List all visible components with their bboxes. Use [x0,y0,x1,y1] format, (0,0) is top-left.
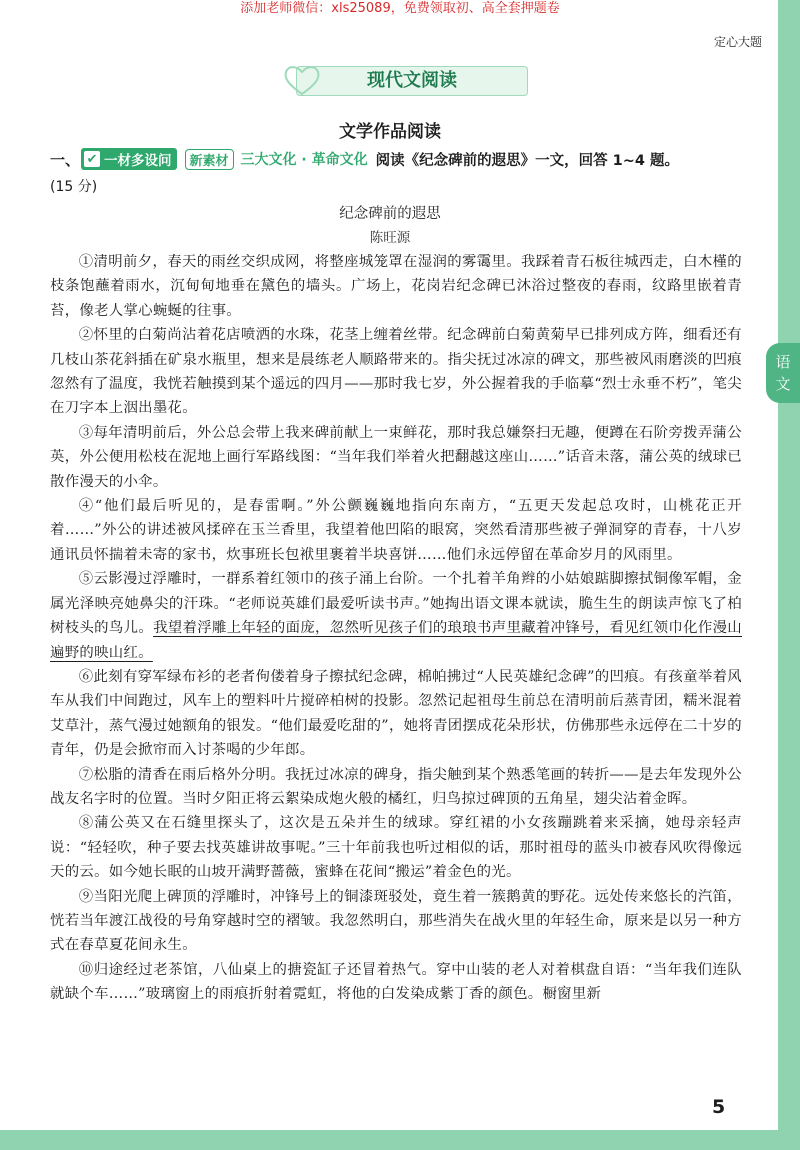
side-tab-char-2: 文 [775,375,791,393]
paragraph-5-text: ⑤云影漫过浮雕时，一群系着红领巾的孩子涌上台阶。一个扎着羊角辫的小姑娘踮脚擦拭铜像军帽，金属光泽映亮她鼻尖的汗珠。“老师说英雄们最爱听读书声。”她掏出语文课本就读，脆生生的朗读声惊飞了柏树枝头的鸟儿。 [50,571,742,637]
subject-side-tab[interactable] [766,343,800,403]
watermark-text: 添加老师微信：xls25089，免费领取初、高全套押题卷 [240,1,560,16]
underlined-sentence: 我望着浮雕上年轻的面庞，忽然听见孩子们的琅琅书声里藏着冲锋号，看见红领巾化作漫山遍野的映山红。 [50,620,742,661]
right-decorative-stripe [778,0,800,1150]
question-number: 一、 [50,150,81,169]
paragraph-9: ⑨当阳光爬上碑顶的浮雕时，冲锋号上的铜漆斑驳处，竟生着一簇鹅黄的野花。远处传来悠长的汽笛，恍若当年渡江战役的号角穿越时空的褶皱。我忽然明白，那些消失在战火里的年轻生命，原来是以另一种方式在春草夏花间永生。 [50,888,742,954]
paragraph-4: ④“他们最后听见的，是春雷啊。”外公颤巍巍地指向东南方，“五更天发起总攻时，山桃花正开着……”外公的讲述被风揉碎在玉兰香里，我望着他凹陷的眼窝，突然看清那些被子弹洞穿的青春，十八岁通讯员怀揣着未寄的家书，炊事班长包袱里裹着半块喜饼……他们永远停留在革命岁月的风雨里。 [50,498,742,563]
tag-one-material-label: 一材多设问 [104,153,172,169]
paragraph-6: ⑥此刻有穿军绿布衫的老者佝偻着身子擦拭纪念碑，棉帕拂过“人民英雄纪念碑”的凹痕。有孩童举着风车从我们中间跑过，风车上的塑料叶片搅碎柏树的投影。忽然记起祖母生前总在清明前后蒸青团，糯米混着艾草汁，蒸气漫过她额角的银发。“他们最爱吃甜的”，她将青团摆成花朵形状，仿佛那些永远停在二十岁的青年，仍是会掀帘而入讨茶喝的少年郎。 [50,668,742,759]
paragraph-5 [50,567,742,665]
paragraph-10: ⑩归途经过老茶馆，八仙桌上的搪瓷缸子还冒着热气。穿中山装的老人对着棋盘自语：“当年我们连队就缺个车……”玻璃窗上的雨痕折射着霓虹，将他的白发染成紫丁香的颜色。橱窗里新 [50,961,742,1003]
paragraph-1: ①清明前夕，春天的雨丝交织成网，将整座城笼罩在湿润的雾霭里。我踩着青石板往城西走，白木槿的枝条饱蘸着雨水，沉甸甸地垂在黛色的墙头。广场上，花岗岩纪念碑已沐浴过整夜的春雨，纹路里嵌着青苔，像老人掌心蜿蜒的往事。 [50,254,742,319]
bottom-decorative-stripe [0,1130,800,1150]
article-author: 陈旺源 [369,230,411,246]
question-line [50,146,770,172]
page-number: 5 [712,1096,726,1118]
section-title: 现代文阅读 [367,70,457,91]
side-tab-char-1: 语 [775,353,791,371]
tag-one-material [81,148,177,170]
article-title: 纪念碑前的遐思 [339,206,441,222]
paragraph-8: ⑧蒲公英又在石缝里探头了，这次是五朵并生的绒球。穿红裙的小女孩蹦跳着来采摘，她母亲轻声说：“轻轻吹，种子要去找英雄讲故事呢。”三十年前我也听过相似的话，那时祖母的蓝头巾被春风吹得像远天的云。如今她长眠的山坡开满野蔷薇，蜜蜂在花间“搬运”着金色的光。 [50,815,742,881]
subheading: 文学作品阅读 [339,122,441,142]
paragraph-7: ⑦松脂的清香在雨后格外分明。我抚过冰凉的碑身，指尖触到某个熟悉笔画的转折——是去年发现外公战友名字时的位置。当时夕阳正将云絮染成炮火般的橘红，归鸟掠过碑顶的五角星，翅尖沾着金晖。 [50,766,742,807]
check-icon: ✔ [84,151,100,167]
tag-new-material: 新素材 [185,149,234,170]
question-score: (15 分) [50,179,98,195]
paragraph-2: ②怀里的白菊尚沾着花店喷洒的水珠，花茎上缠着丝带。纪念碑前白菊黄菊早已排列成方阵，细看还有几枝山茶花斜插在矿泉水瓶里，想来是晨练老人顺路带来的。指尖抚过冰凉的碑文，那些被风雨磨淡的凹痕忽然有了温度，我恍若触摸到某个遥远的四月——那时我七岁，外公握着我的手临摹“烈士永垂不朽”，笔尖在刀字本上洇出墨花。 [50,327,742,417]
tag-topic: 三大文化 · 革命文化 [240,152,368,168]
header-corner-label: 定心大题 [713,35,762,49]
section-banner [270,64,532,98]
question-instruction: 阅读《纪念碑前的遐思》一文，回答 1~4 题。 [375,152,680,169]
paragraph-3: ③每年清明前后，外公总会带上我来碑前献上一束鲜花，那时我总嫌祭扫无趣，便蹲在石阶旁拨弄蒲公英，外公便用松枝在泥地上画行军路线图：“当年我们举着火把翻越这座山……”话音未落，蒲公英的绒球已散作漫天的小伞。 [50,424,742,490]
article-body [50,250,742,1007]
